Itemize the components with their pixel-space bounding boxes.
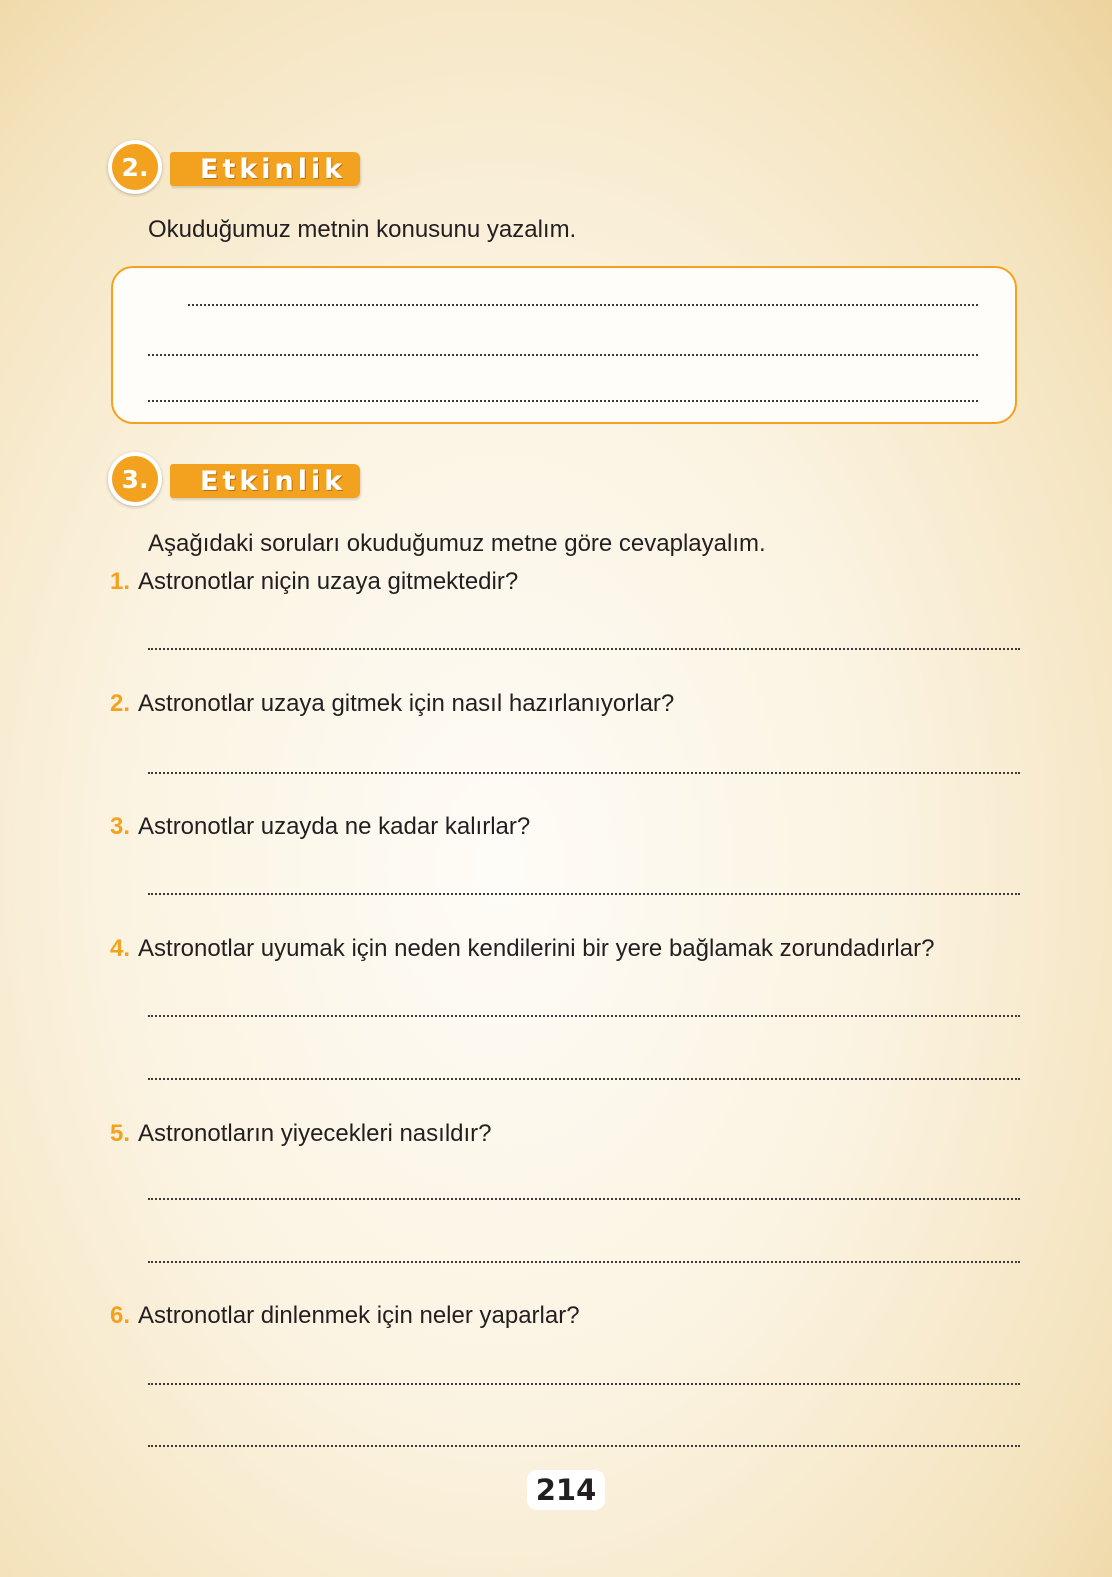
answer-line[interactable] <box>148 1383 1020 1385</box>
activity-3-badge <box>108 452 368 508</box>
question-number: 5. <box>110 1120 131 1147</box>
question-text: Astronotlar uzayda ne kadar kalırlar? <box>138 813 531 840</box>
question-6 <box>110 1302 580 1330</box>
question-number: 2. <box>110 690 131 717</box>
question-number: 6. <box>110 1302 131 1329</box>
question-number: 3. <box>110 813 131 840</box>
question-text: Astronotlar uyumak için neden kendilerini bir yere bağlamak zorundadırlar? <box>138 935 935 962</box>
activity-3-number: 3. <box>112 456 158 502</box>
activity-2-number: 2. <box>112 144 158 190</box>
activity-2-badge <box>108 140 368 196</box>
question-2 <box>110 690 674 718</box>
page-number: 214 <box>527 1470 605 1510</box>
answer-line[interactable] <box>148 1198 1020 1200</box>
question-5 <box>110 1120 492 1148</box>
answer-line[interactable] <box>148 1261 1020 1263</box>
answer-line[interactable] <box>148 354 978 356</box>
answer-line[interactable] <box>148 772 1020 774</box>
answer-line[interactable] <box>148 1445 1020 1447</box>
activity-2-title: Etkinlik <box>200 154 347 185</box>
answer-line[interactable] <box>188 304 978 306</box>
activity-3-title: Etkinlik <box>200 466 347 497</box>
answer-line[interactable] <box>148 893 1020 895</box>
answer-line[interactable] <box>148 648 1020 650</box>
question-text: Astronotların yiyecekleri nasıldır? <box>138 1120 492 1147</box>
activity-2-instruction: Okuduğumuz metnin konusunu yazalım. <box>148 216 577 243</box>
answer-line[interactable] <box>148 400 978 402</box>
activity-3-instruction: Aşağıdaki soruları okuduğumuz metne göre cevaplayalım. <box>148 530 766 557</box>
question-text: Astronotlar niçin uzaya gitmektedir? <box>138 568 519 595</box>
question-3 <box>110 813 530 841</box>
question-1 <box>110 568 518 596</box>
question-text: Astronotlar uzaya gitmek için nasıl hazırlanıyorlar? <box>138 690 675 717</box>
question-4 <box>110 935 934 963</box>
answer-line[interactable] <box>148 1078 1020 1080</box>
question-number: 4. <box>110 935 131 962</box>
question-number: 1. <box>110 568 131 595</box>
answer-line[interactable] <box>148 1015 1020 1017</box>
question-text: Astronotlar dinlenmek için neler yaparlar? <box>138 1302 580 1329</box>
